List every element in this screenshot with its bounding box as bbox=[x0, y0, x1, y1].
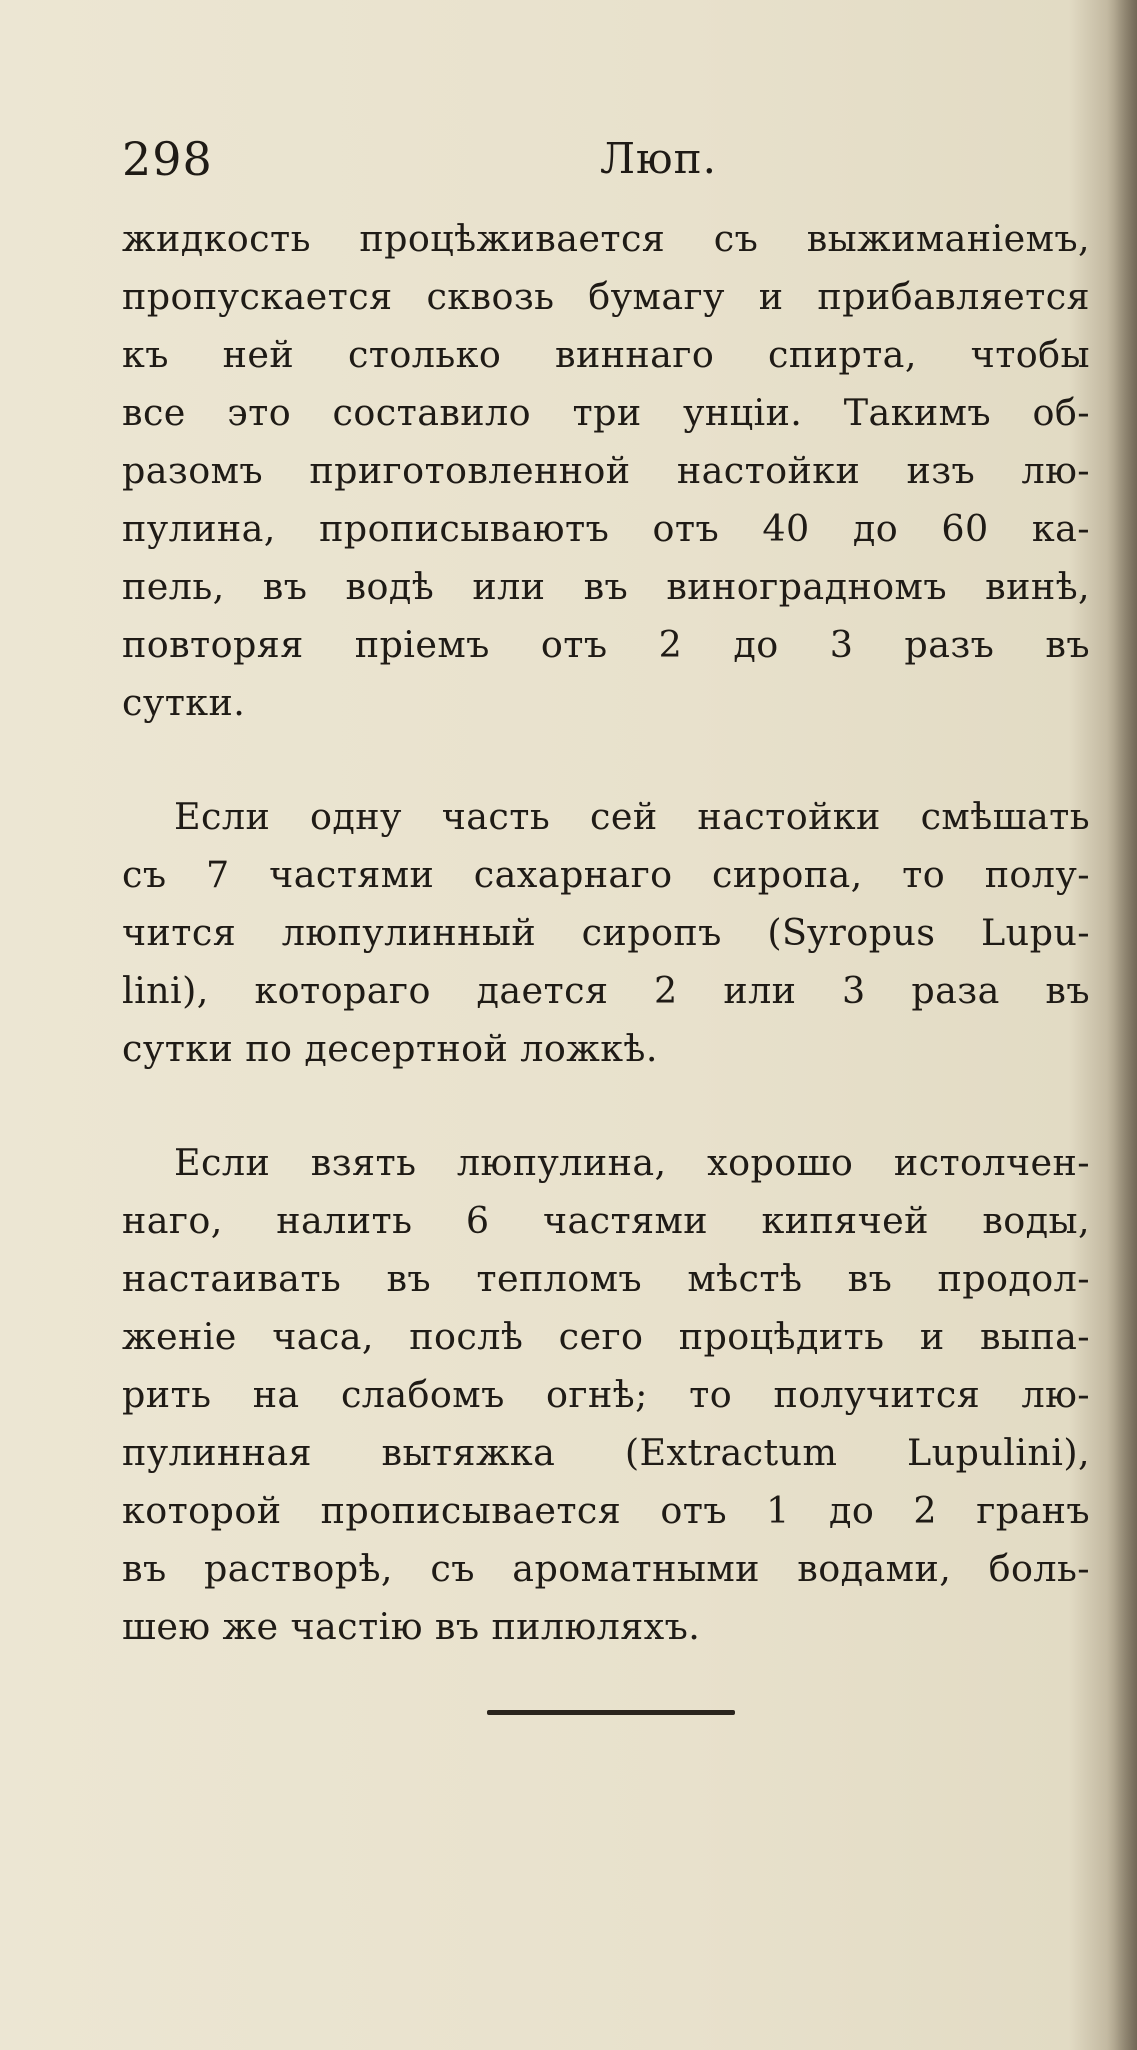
text-line: разомъ приготовленной настойки изъ лю- bbox=[122, 449, 1090, 492]
text-line: съ 7 частями сахарнаго сиропа, то полу- bbox=[122, 853, 1090, 896]
paragraph-3 bbox=[122, 1134, 1090, 1656]
page-header bbox=[122, 124, 1034, 194]
text-line: шею же частію въ пилюляхъ. bbox=[122, 1605, 701, 1648]
text-line: Если взять люпулина, хорошо истолчен- bbox=[174, 1141, 1090, 1184]
text-line: которой прописывается отъ 1 до 2 гранъ bbox=[122, 1489, 1090, 1532]
body-text bbox=[122, 210, 1090, 1656]
page-edge-shadow bbox=[1107, 0, 1137, 2050]
text-line: пель, въ водѣ или въ виноградномъ винѣ, bbox=[122, 565, 1090, 608]
text-line: сутки по десертной ложкѣ. bbox=[122, 1027, 658, 1070]
text-line: къ ней столько виннаго спирта, чтобы bbox=[122, 333, 1090, 376]
paragraph-gap bbox=[122, 732, 1090, 788]
text-line: lini), котораго дается 2 или 3 раза въ bbox=[122, 969, 1090, 1012]
text-line: сутки. bbox=[122, 681, 246, 724]
text-line: настаивать въ тепломъ мѣстѣ въ продол- bbox=[122, 1257, 1090, 1300]
page-number: 298 bbox=[122, 132, 213, 186]
text-line: чится люпулинный сиропъ (Syropus Lupu- bbox=[122, 911, 1090, 954]
text-line: пулинная вытяжка (Extractum Lupulini), bbox=[122, 1431, 1090, 1474]
text-line: въ растворѣ, съ ароматными водами, боль- bbox=[122, 1547, 1090, 1590]
text-line: пулина, прописываютъ отъ 40 до 60 ка- bbox=[122, 507, 1090, 550]
running-head: Люп. bbox=[600, 134, 717, 183]
text-line: наго, налить 6 частями кипячей воды, bbox=[122, 1199, 1090, 1242]
paragraph-2 bbox=[122, 788, 1090, 1078]
section-end-rule bbox=[487, 1710, 735, 1715]
text-line: пропускается сквозь бумагу и прибавляется bbox=[122, 275, 1090, 318]
text-line: повторяя пріемъ отъ 2 до 3 разъ въ bbox=[122, 623, 1090, 666]
text-line: Если одну часть сей настойки смѣшать bbox=[174, 795, 1090, 838]
text-line: рить на слабомъ огнѣ; то получится лю- bbox=[122, 1373, 1090, 1416]
paragraph-1 bbox=[122, 210, 1090, 732]
paragraph-gap bbox=[122, 1078, 1090, 1134]
text-line: жидкость процѣживается съ выжиманіемъ, bbox=[122, 217, 1090, 260]
text-line: женіе часа, послѣ сего процѣдить и выпа- bbox=[122, 1315, 1090, 1358]
text-line: все это составило три унціи. Такимъ об- bbox=[122, 391, 1090, 434]
